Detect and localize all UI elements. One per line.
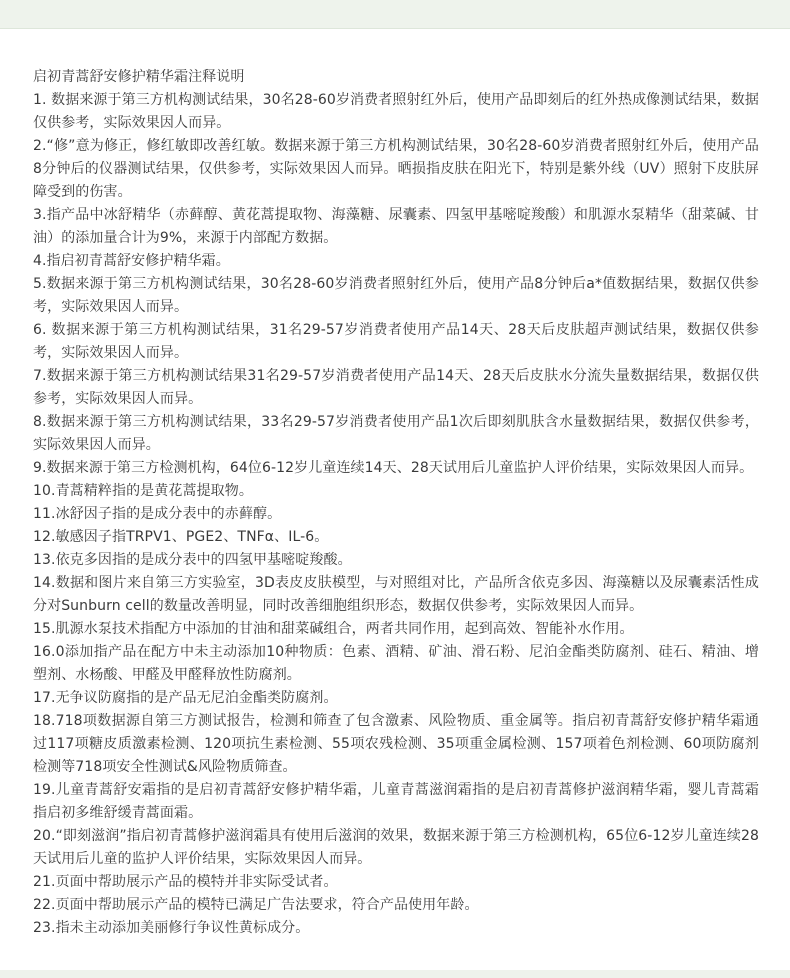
- note-item-13: 13.依克多因指的是成分表中的四氢甲基嘧啶羧酸。: [33, 552, 352, 568]
- note-item-18: 18.718项数据源自第三方测试报告，检测和筛查了包含激素、风险物质、重金属等。指启初青蒿舒安修护精华霜通过117项糖皮质激素检测、120项抗生素检测、55项农残检测、35项重金属检测、157项着色剂检测、60项防腐剂检测等718项安全性测试&风险物质筛查。: [33, 713, 759, 775]
- note-item-22: 22.页面中帮助展示产品的模特已满足广告法要求，符合产品使用年龄。: [33, 897, 479, 913]
- note-item-9: 9.数据来源于第三方检测机构，64位6-12岁儿童连续14天、28天试用后儿童监护人评价结果，实际效果因人而异。: [33, 460, 754, 476]
- note-item-6: 6. 数据来源于第三方机构测试结果，31名29-57岁消费者使用产品14天、28天后皮肤超声测试结果，数据仅供参考，实际效果因人而异。: [33, 322, 759, 361]
- note-item-12: 12.敏感因子指TRPV1、PGE2、TNFα、IL-6。: [33, 529, 329, 545]
- bottom-decorative-band: [0, 970, 790, 978]
- note-item-16: 16.0添加指产品在配方中未主动添加10种物质：色素、酒精、矿油、滑石粉、尼泊金酯类防腐剂、硅石、精油、增塑剂、水杨酸、甲醛及甲醛释放性防腐剂。: [33, 644, 759, 683]
- note-item-11: 11.冰舒因子指的是成分表中的赤藓醇。: [33, 506, 282, 522]
- top-decorative-band: [0, 0, 790, 29]
- note-item-21: 21.页面中帮助展示产品的模特并非实际受试者。: [33, 874, 338, 890]
- note-item-23: 23.指未主动添加美丽修行争议性黄标成分。: [33, 920, 310, 936]
- note-item-5: 5.数据来源于第三方机构测试结果，30名28-60岁消费者照射红外后，使用产品8分钟后a*值数据结果，数据仅供参考，实际效果因人而异。: [33, 276, 759, 315]
- note-item-14: 14.数据和图片来自第三方实验室，3D表皮皮肤模型，与对照组对比，产品所含依克多因、海藻糖以及尿囊素活性成分对Sunburn cell的数量改善明显，同时改善细胞组织形态，数据仅供参考，实际效果因人而异。: [33, 575, 759, 614]
- note-item-1: 1. 数据来源于第三方机构测试结果，30名28-60岁消费者照射红外后，使用产品即刻后的红外热成像测试结果，数据仅供参考，实际效果因人而异。: [33, 92, 759, 131]
- notes-list: [33, 89, 759, 940]
- annotation-document: [33, 66, 759, 940]
- note-item-19: 19.儿童青蒿舒安霜指的是启初青蒿舒安修护精华霜，儿童青蒿滋润霜指的是启初青蒿修护滋润精华霜，婴儿青蒿霜指启初多维舒缓青蒿面霜。: [33, 782, 759, 821]
- note-item-17: 17.无争议防腐指的是产品无尼泊金酯类防腐剂。: [33, 690, 338, 706]
- note-item-3: 3.指产品中冰舒精华（赤藓醇、黄花蒿提取物、海藻糖、尿囊素、四氢甲基嘧啶羧酸）和肌源水泵精华（甜菜碱、甘油）的添加量合计为9%，来源于内部配方数据。: [33, 207, 759, 246]
- note-item-15: 15.肌源水泵技术指配方中添加的甘油和甜菜碱组合，两者共同作用，起到高效、智能补水作用。: [33, 621, 634, 637]
- note-item-7: 7.数据来源于第三方机构测试结果31名29-57岁消费者使用产品14天、28天后皮肤水分流失量数据结果，数据仅供参考，实际效果因人而异。: [33, 368, 759, 407]
- document-title: 启初青蒿舒安修护精华霜注释说明: [33, 69, 245, 85]
- note-item-8: 8.数据来源于第三方机构测试结果，33名29-57岁消费者使用产品1次后即刻肌肤含水量数据结果，数据仅供参考，实际效果因人而异。: [33, 414, 759, 453]
- note-item-2: 2.“修”意为修正，修红敏即改善红敏。数据来源于第三方机构测试结果，30名28-60岁消费者照射红外后，使用产品8分钟后的仪器测试结果，仅供参考，实际效果因人而异。晒损指皮肤在阳光下，特别是紫外线（UV）照射下皮肤屏障受到的伤害。: [33, 138, 759, 200]
- note-item-4: 4.指启初青蒿舒安修护精华霜。: [33, 253, 230, 269]
- note-item-20: 20.“即刻滋润”指启初青蒿修护滋润霜具有使用后滋润的效果，数据来源于第三方检测机构，65位6-12岁儿童连续28天试用后儿童的监护人评价结果，实际效果因人而异。: [33, 828, 759, 867]
- note-item-10: 10.青蒿精粹指的是黄花蒿提取物。: [33, 483, 253, 499]
